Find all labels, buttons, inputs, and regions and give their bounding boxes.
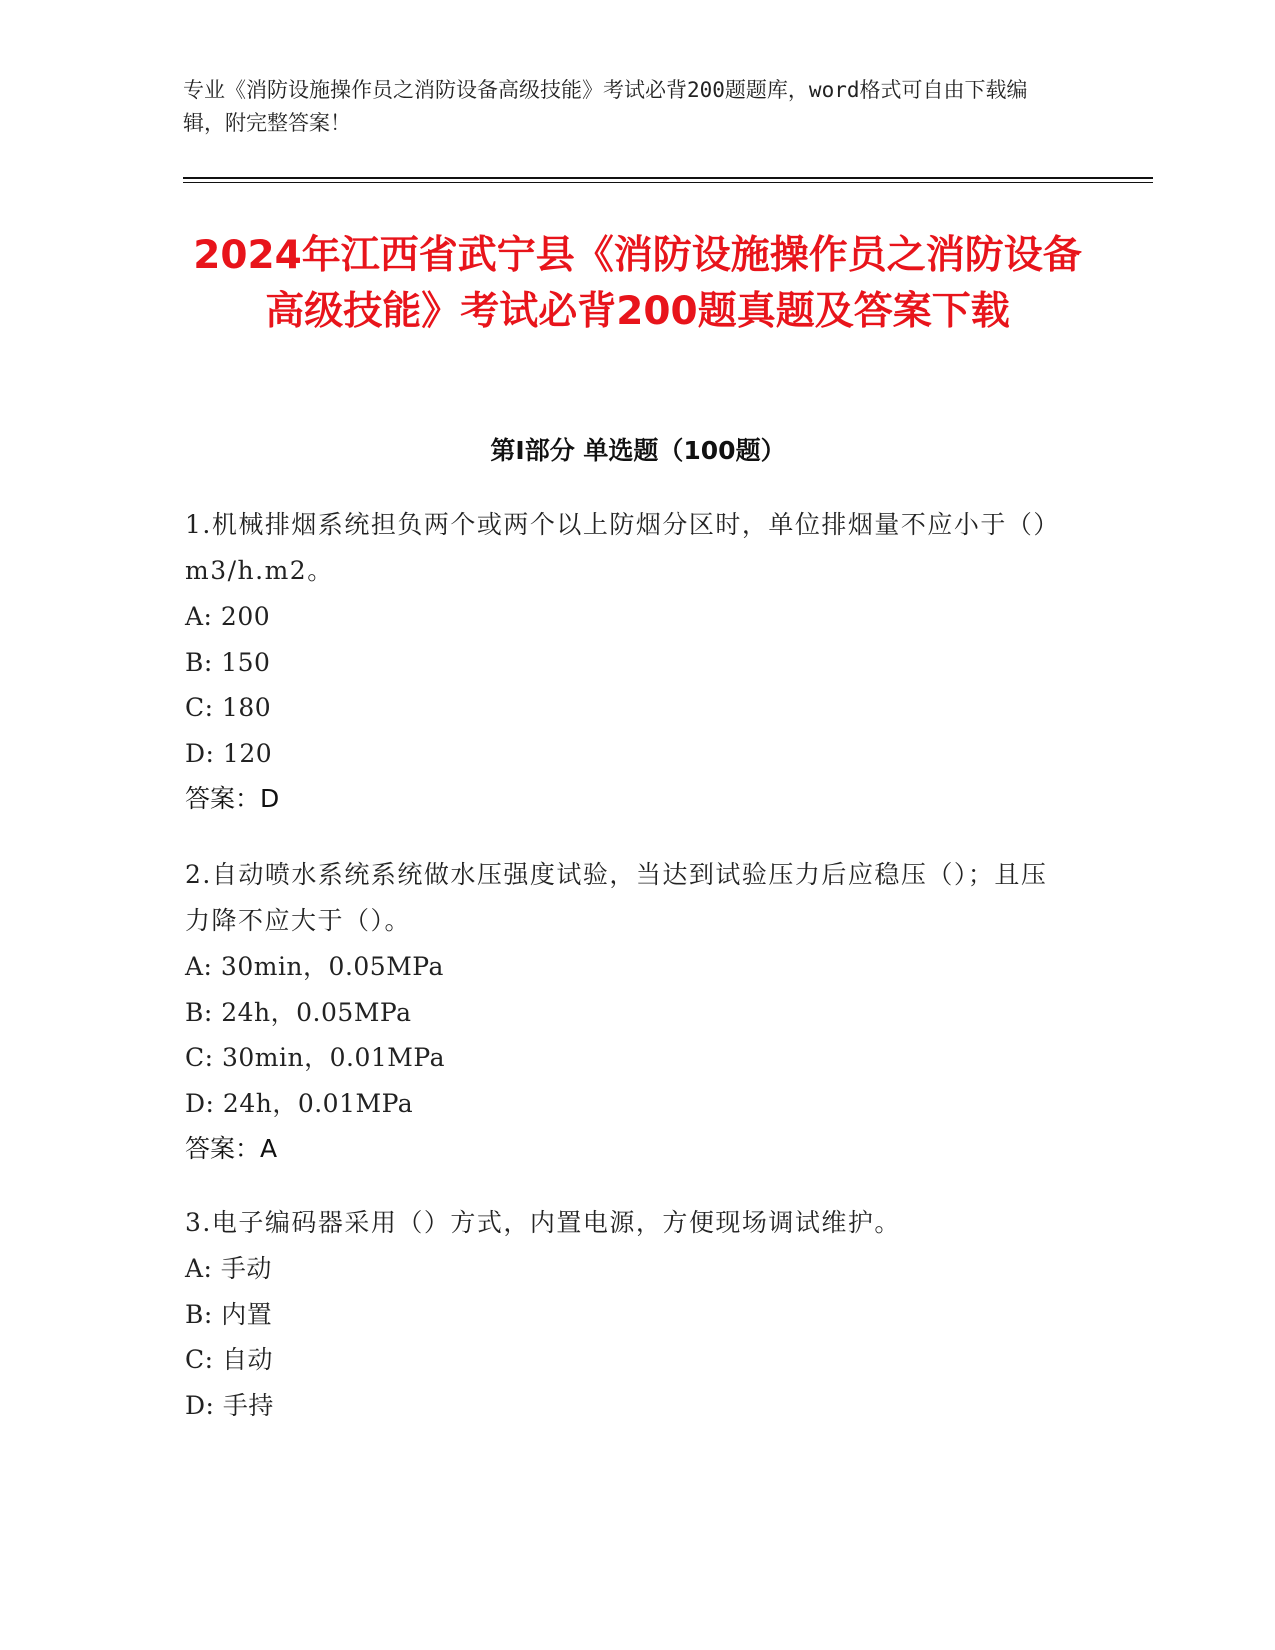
option-a: A: 手动: [185, 1254, 272, 1283]
question-2: [185, 852, 1065, 1172]
option-d: D: 120: [185, 738, 273, 768]
option-a: A: 200: [185, 602, 271, 631]
answer: 答案：D: [185, 784, 280, 813]
option-d: D: 24h，0.01MPa: [185, 1088, 414, 1118]
document-title: 2024年江西省武宁县《消防设施操作员之消防设备高级技能》考试必背200题真题及答案下载: [193, 233, 1082, 334]
question-3: [185, 1200, 1065, 1428]
question-stem: 3.电子编码器采用（）方式，内置电源，方便现场调试维护。: [185, 1208, 901, 1237]
section-title: 第Ⅰ部分 单选题（100题）: [490, 436, 786, 465]
option-d: D: 手持: [185, 1390, 274, 1420]
option-b: B: 内置: [185, 1299, 273, 1329]
answer: 答案：A: [185, 1134, 278, 1163]
option-a: A: 30min，0.05MPa: [185, 952, 444, 981]
option-b: B: 24h，0.05MPa: [185, 997, 412, 1027]
question-stem: 1.机械排烟系统担负两个或两个以上防烟分区时，单位排烟量不应小于（）m3/h.m2。: [185, 510, 1060, 585]
header-rule-thin: [183, 182, 1153, 183]
header-rule-thick: [183, 177, 1153, 179]
question-stem: 2.自动喷水系统系统做水压强度试验，当达到试验压力后应稳压（）；且压力降不应大于（）。: [185, 860, 1048, 935]
option-c: C: 180: [185, 693, 272, 722]
option-c: C: 30min，0.01MPa: [185, 1043, 445, 1072]
question-1: [185, 502, 1065, 822]
option-b: B: 150: [185, 647, 271, 677]
option-c: C: 自动: [185, 1345, 273, 1374]
header-note: 专业《消防设施操作员之消防设备高级技能》考试必背200题题库，word格式可自由下载编辑，附完整答案！: [183, 78, 1028, 135]
